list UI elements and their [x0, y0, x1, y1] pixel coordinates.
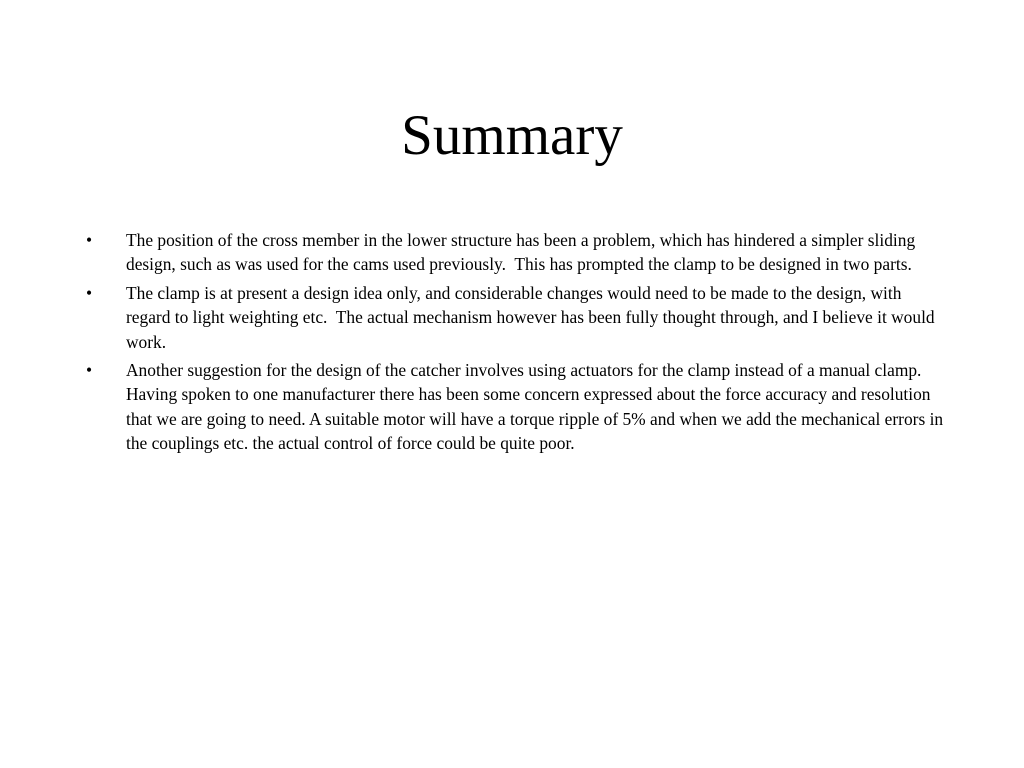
bullet-item: [86, 358, 946, 456]
bullet-list: [86, 228, 946, 460]
bullet-item: [86, 228, 946, 277]
bullet-marker: •: [86, 230, 93, 250]
slide-title: Summary: [401, 104, 623, 167]
bullet-item: [86, 281, 946, 354]
bullet-marker: •: [86, 360, 93, 381]
bullet-marker: •: [86, 282, 93, 303]
bullet-text: The position of the cross member in the lower structure has been a problem, which has hindered a simpler sliding design, such as was used for the cams used previously. This has prompted the clamp to be designed in two parts.: [126, 230, 920, 275]
bullet-text: Another suggestion for the design of the catcher involves using actuators for the clamp instead of a manual clamp. Having spoken to one manufacturer there has been some concern expressed about the force accuracy and resolution that we are going to need. A suitable motor will have a torque ripple of 5% and when we add the mechanical errors in the couplings etc. the actual control of force could be quite poor.: [126, 360, 948, 454]
bullet-text: The clamp is at present a design idea only, and considerable changes would need to be made to the design, with regard to light weighting etc. The actual mechanism however has been fully thought through, and I believe it would work.: [126, 282, 939, 352]
